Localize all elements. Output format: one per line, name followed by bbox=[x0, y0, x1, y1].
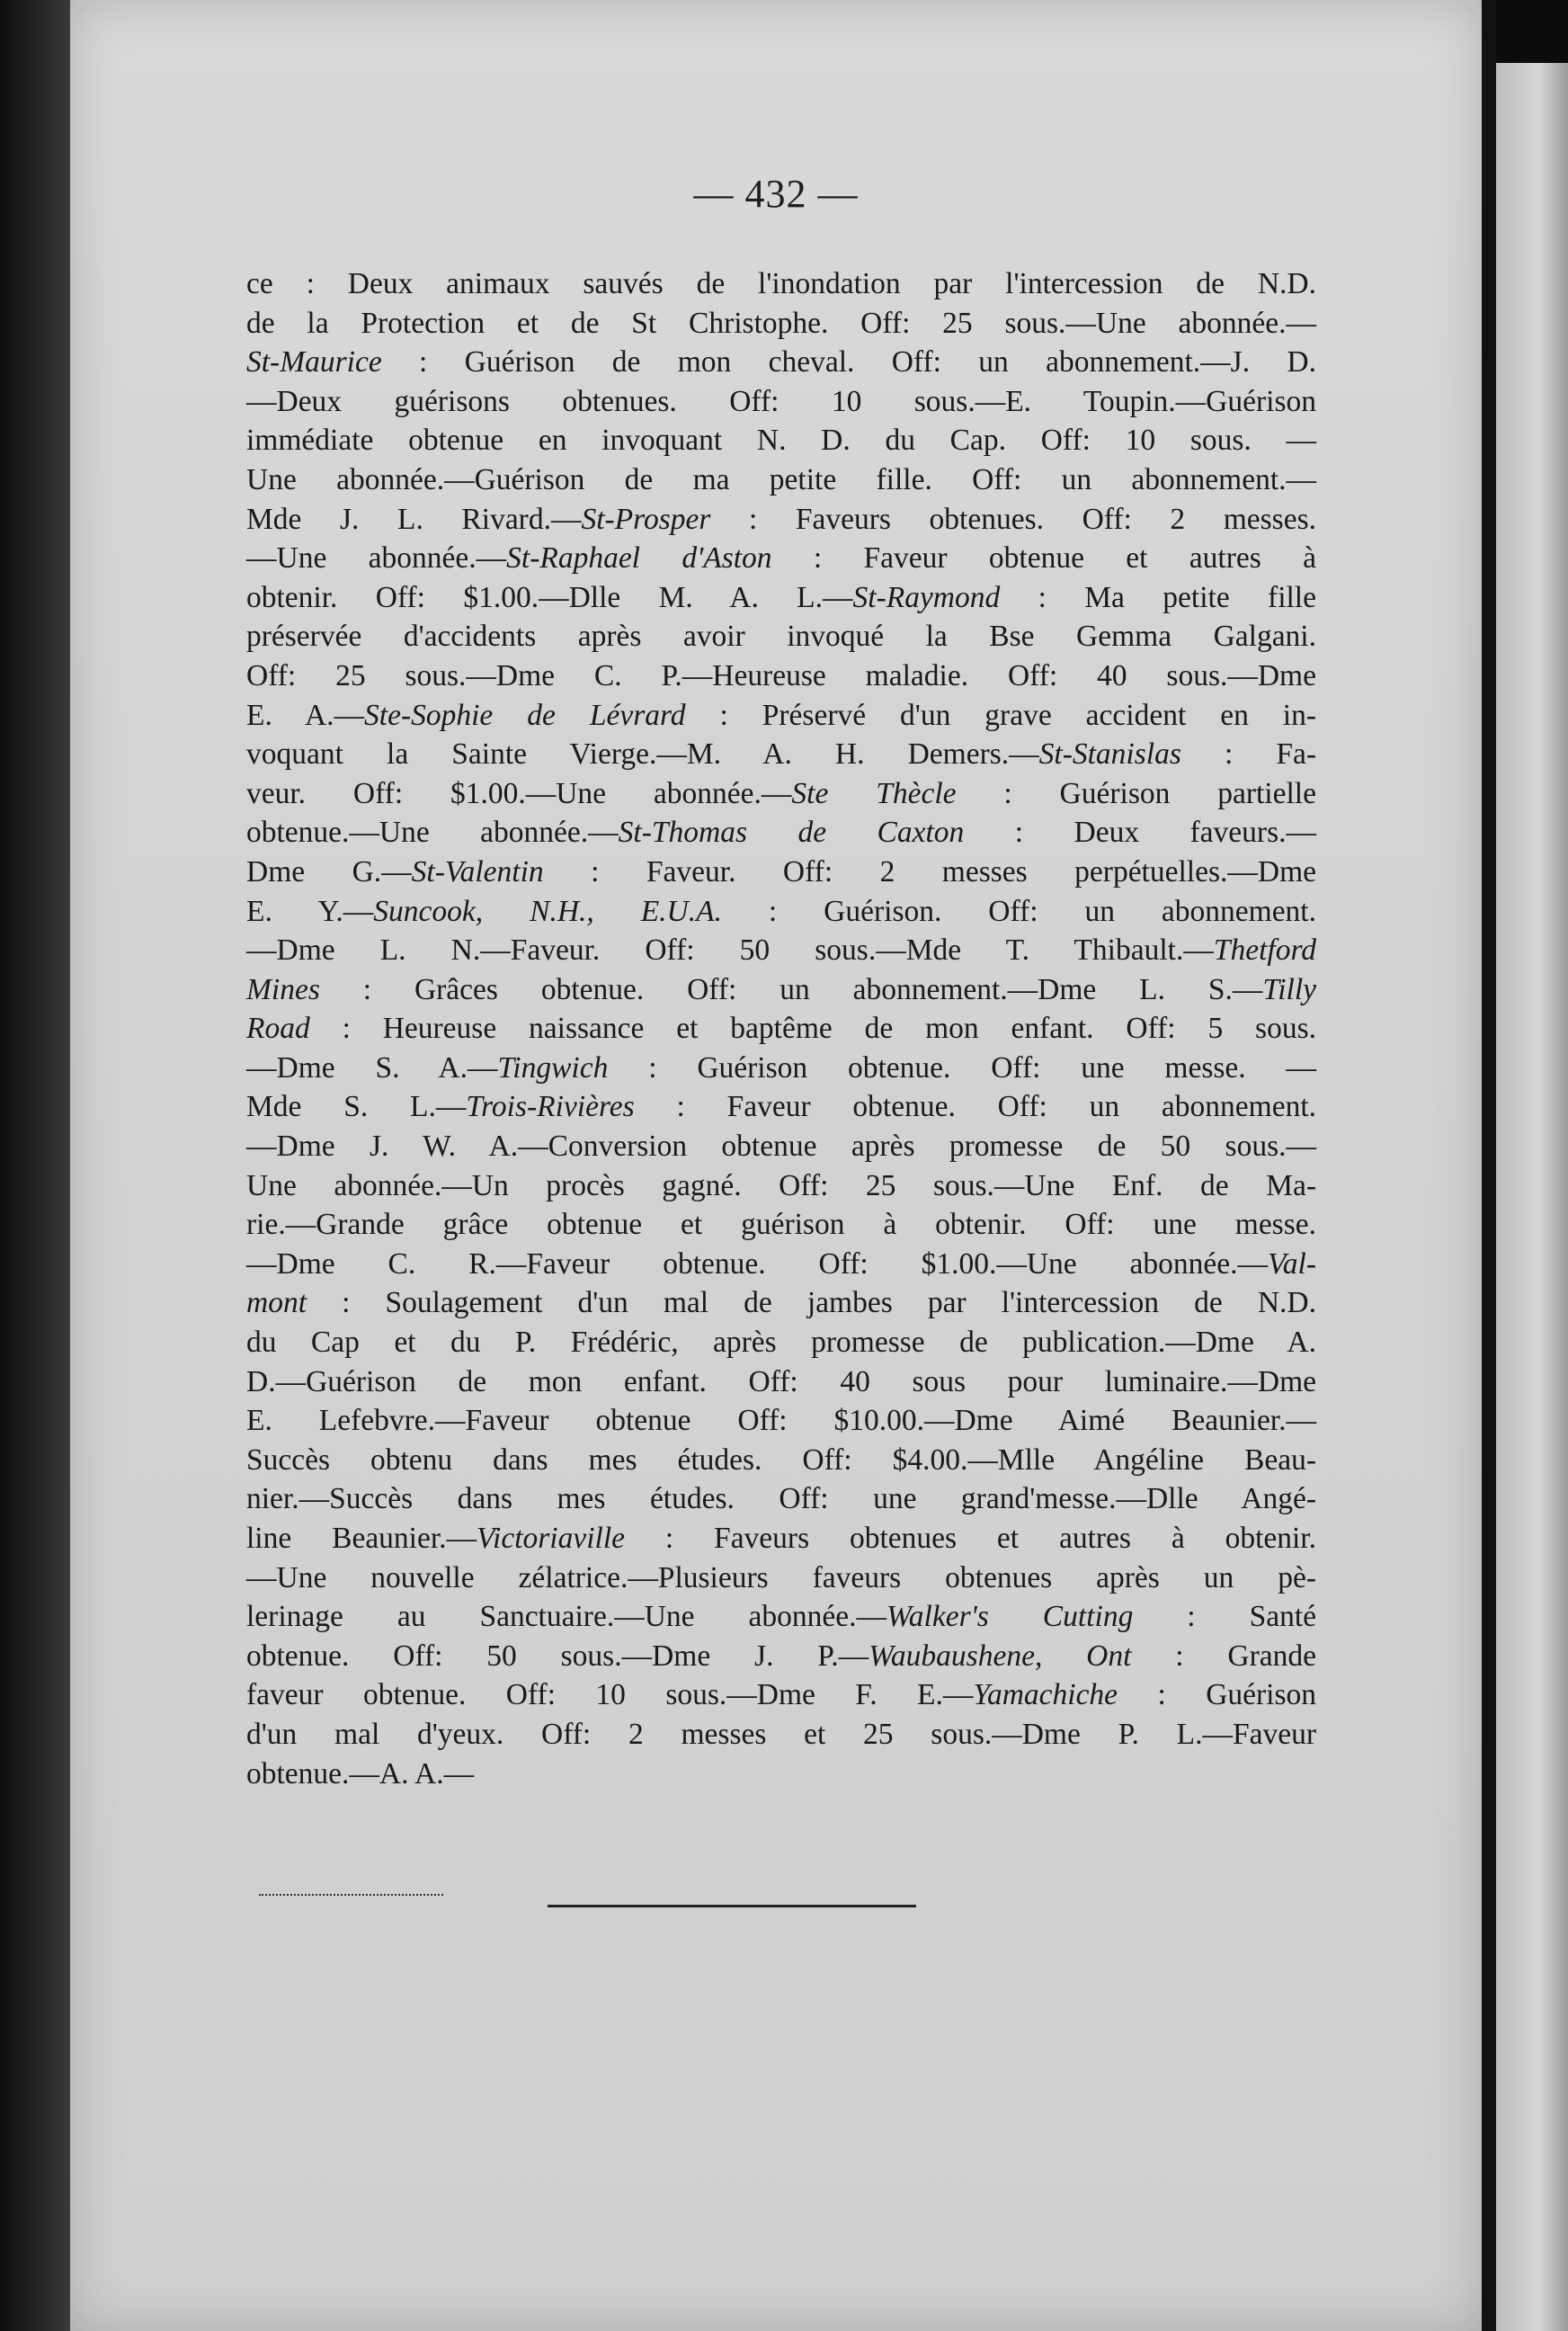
place-name: Ste-Sophie de Lévrard bbox=[364, 698, 686, 732]
text-line bbox=[246, 1715, 1316, 1755]
adjacent-page-edge bbox=[1496, 63, 1568, 2331]
text-segment: Off: 25 sous.—Dme C. P.—Heureuse maladie. Off: 40 sous.—Dme bbox=[246, 658, 1316, 692]
text-line bbox=[246, 1127, 1316, 1166]
place-name: Tingwich bbox=[497, 1050, 609, 1085]
text-segment: lerinage au Sanctuaire.—Une abonnée.— bbox=[246, 1600, 886, 1634]
text-segment: —Une abonnée.— bbox=[246, 541, 507, 576]
text-line bbox=[246, 696, 1316, 736]
place-name: Waubaushene, Ont bbox=[869, 1639, 1132, 1673]
place-name: Suncook, N.H., E.U.A. bbox=[373, 894, 722, 928]
text-segment: line Beaunier.— bbox=[246, 1522, 477, 1555]
text-segment: obtenue.—Une abonnée.— bbox=[246, 816, 619, 850]
text-segment: : Deux faveurs.— bbox=[964, 816, 1316, 850]
text-line bbox=[246, 853, 1316, 892]
text-segment: Succès obtenu dans mes études. Off: $4.00.—Mlle Angéline Beau- bbox=[246, 1442, 1316, 1477]
place-name: St-Stanislas bbox=[1038, 737, 1181, 772]
text-line bbox=[246, 1755, 1316, 1794]
text-segment: : Grande bbox=[1131, 1639, 1316, 1673]
text-segment: —Dme C. R.—Faveur obtenue. Off: $1.00.—Une abonnée.— bbox=[246, 1246, 1269, 1281]
text-segment: obtenue. Off: 50 sous.—Dme J. P.— bbox=[246, 1639, 869, 1673]
text-line bbox=[246, 1558, 1316, 1598]
place-name: Yamachiche bbox=[973, 1678, 1118, 1712]
text-line bbox=[246, 735, 1316, 774]
text-segment: ce : Deux animaux sauvés de l'inondation par l'intercession de N.D. bbox=[246, 267, 1316, 300]
place-name: St-Prosper bbox=[581, 502, 711, 536]
text-segment: —Dme J. W. A.—Conversion obtenue après promesse de 50 sous.— bbox=[246, 1130, 1316, 1164]
place-name: Ste Thècle bbox=[791, 776, 957, 810]
text-line bbox=[246, 774, 1316, 814]
text-line bbox=[246, 1166, 1316, 1206]
scan-border-top-right bbox=[1496, 0, 1568, 63]
text-segment: voquant la Sainte Vierge.—M. A. H. Demers.— bbox=[246, 737, 1039, 772]
place-name: St-Raphael d'Aston bbox=[506, 541, 772, 576]
text-line bbox=[246, 1245, 1316, 1284]
text-line bbox=[246, 421, 1316, 460]
text-segment: —Une nouvelle zélatrice.—Plusieurs faveurs obtenues après un pè- bbox=[246, 1560, 1316, 1594]
page-gutter bbox=[1482, 0, 1496, 2331]
text-segment: obtenir. Off: $1.00.—Dlle M. A. L.— bbox=[246, 580, 853, 614]
text-segment: Dme G.— bbox=[246, 854, 412, 889]
text-line bbox=[246, 656, 1316, 696]
place-name: Victoriaville bbox=[477, 1522, 626, 1555]
text-line bbox=[246, 539, 1316, 578]
text-segment: d'un mal d'yeux. Off: 2 messes et 25 sous.—Dme P. L.—Faveur bbox=[246, 1717, 1316, 1751]
text-segment: : Guérison partielle bbox=[956, 776, 1316, 810]
text-line bbox=[246, 892, 1316, 932]
body-text bbox=[246, 264, 1316, 1793]
text-segment: : Ma petite fille bbox=[1000, 580, 1316, 614]
text-segment: : Guérison bbox=[1118, 1678, 1317, 1712]
text-line bbox=[246, 1637, 1316, 1676]
text-line bbox=[246, 1675, 1316, 1715]
text-segment: Mde S. L.— bbox=[246, 1090, 467, 1124]
text-segment: de la Protection et de St Christophe. Off: 25 sous.—Une abonnée.— bbox=[246, 306, 1316, 340]
text-segment: immédiate obtenue en invoquant N. D. du Cap. Off: 10 sous. — bbox=[246, 424, 1316, 458]
text-segment: : Fa- bbox=[1180, 737, 1316, 772]
place-name: St-Valentin bbox=[411, 854, 544, 889]
text-segment: : Santé bbox=[1133, 1600, 1317, 1634]
text-line bbox=[246, 1401, 1316, 1441]
page-number: — 432 — bbox=[693, 172, 859, 216]
text-segment: : Guérison obtenue. Off: une messe. — bbox=[608, 1050, 1316, 1085]
text-line bbox=[246, 1009, 1316, 1049]
text-segment: E. A.— bbox=[246, 698, 365, 732]
text-segment: veur. Off: $1.00.—Une abonnée.— bbox=[246, 776, 792, 810]
text-segment: D.—Guérison de mon enfant. Off: 40 sous pour luminaire.—Dme bbox=[246, 1364, 1316, 1398]
text-segment: : Faveurs obtenues et autres à obtenir. bbox=[625, 1522, 1316, 1555]
text-segment: : Heureuse naissance et baptême de mon enfant. Off: 5 sous. bbox=[309, 1012, 1316, 1046]
text-segment: Une abonnée.—Guérison de ma petite fille. Off: un abonnement.— bbox=[246, 462, 1316, 496]
text-segment: faveur obtenue. Off: 10 sous.—Dme F. E.— bbox=[246, 1678, 974, 1712]
text-segment: préservée d'accidents après avoir invoqué la Bse Gemma Galgani. bbox=[246, 620, 1316, 654]
place-name: Walker's Cutting bbox=[886, 1600, 1134, 1634]
text-line bbox=[246, 578, 1316, 618]
text-line bbox=[246, 382, 1316, 422]
text-line bbox=[246, 813, 1316, 853]
text-line bbox=[246, 264, 1316, 304]
text-segment: —Deux guérisons obtenues. Off: 10 sous.—E. Toupin.—Guérison bbox=[246, 384, 1316, 418]
place-name: St-Maurice bbox=[246, 345, 382, 380]
text-segment: Une abonnée.—Un procès gagné. Off: 25 sous.—Une Enf. de Ma- bbox=[246, 1168, 1316, 1202]
text-line bbox=[246, 931, 1316, 970]
text-segment: —Dme S. A.— bbox=[246, 1050, 498, 1085]
text-line bbox=[246, 1323, 1316, 1362]
text-segment: Mde J. L. Rivard.— bbox=[246, 502, 582, 536]
text-line bbox=[246, 343, 1316, 382]
place-name: Tilly bbox=[1262, 972, 1316, 1006]
text-line bbox=[246, 1519, 1316, 1558]
text-line bbox=[246, 1049, 1316, 1088]
text-segment: —Dme L. N.—Faveur. Off: 50 sous.—Mde T. Thibault.— bbox=[246, 933, 1214, 968]
text-segment: : Préservé d'un grave accident en in- bbox=[685, 698, 1317, 732]
text-segment: du Cap et du P. Frédéric, après promesse de publication.—Dme A. bbox=[246, 1326, 1316, 1360]
text-segment: : Grâces obtenue. Off: un abonnement.—Dme L. S.— bbox=[319, 972, 1263, 1006]
text-segment: : Faveur obtenue et autres à bbox=[771, 541, 1316, 576]
text-segment: : Guérison. Off: un abonnement. bbox=[721, 894, 1316, 928]
text-line bbox=[246, 1479, 1316, 1519]
text-segment: nier.—Succès dans mes études. Off: une grand'messe.—Dlle Angé- bbox=[246, 1482, 1316, 1516]
text-line bbox=[246, 617, 1316, 656]
dotted-rule bbox=[259, 1894, 443, 1896]
text-segment: rie.—Grande grâce obtenue et guérison à obtenir. Off: une messe. bbox=[246, 1208, 1316, 1242]
text-line bbox=[246, 1441, 1316, 1480]
place-name: Road bbox=[246, 1012, 310, 1046]
text-line bbox=[246, 1087, 1316, 1127]
text-line bbox=[246, 460, 1316, 500]
place-name: mont bbox=[246, 1286, 307, 1320]
text-line bbox=[246, 500, 1316, 540]
text-segment: : Guérison de mon cheval. Off: un abonnement.—J. D. bbox=[381, 345, 1316, 380]
text-segment: : Soulagement d'un mal de jambes par l'intercession de N.D. bbox=[307, 1286, 1316, 1320]
text-segment: E. Y.— bbox=[246, 894, 374, 928]
text-line bbox=[246, 1283, 1316, 1323]
text-line bbox=[246, 1362, 1316, 1402]
place-name: Trois-Rivières bbox=[466, 1090, 635, 1124]
scan-border-left bbox=[0, 0, 70, 2331]
text-line bbox=[246, 970, 1316, 1010]
place-name: St-Raymond bbox=[852, 580, 1001, 614]
place-name: Thetford bbox=[1213, 933, 1316, 968]
text-line bbox=[246, 1597, 1316, 1637]
text-segment: E. Lefebvre.—Faveur obtenue Off: $10.00.—Dme Aimé Beaunier.— bbox=[246, 1404, 1316, 1438]
place-name: Val- bbox=[1268, 1246, 1316, 1281]
text-segment: obtenue.—A. A.— bbox=[246, 1756, 475, 1791]
book-page bbox=[70, 0, 1482, 2331]
text-line bbox=[246, 1205, 1316, 1245]
place-name: Mines bbox=[246, 972, 320, 1006]
text-segment: : Faveur. Off: 2 messes perpétuelles.—Dme bbox=[543, 854, 1316, 889]
place-name: St-Thomas de Caxton bbox=[618, 816, 965, 850]
text-segment: : Faveur obtenue. Off: un abonnement. bbox=[634, 1090, 1317, 1124]
text-segment: : Faveurs obtenues. Off: 2 messes. bbox=[710, 502, 1316, 536]
section-divider bbox=[548, 1905, 916, 1907]
text-line bbox=[246, 304, 1316, 344]
